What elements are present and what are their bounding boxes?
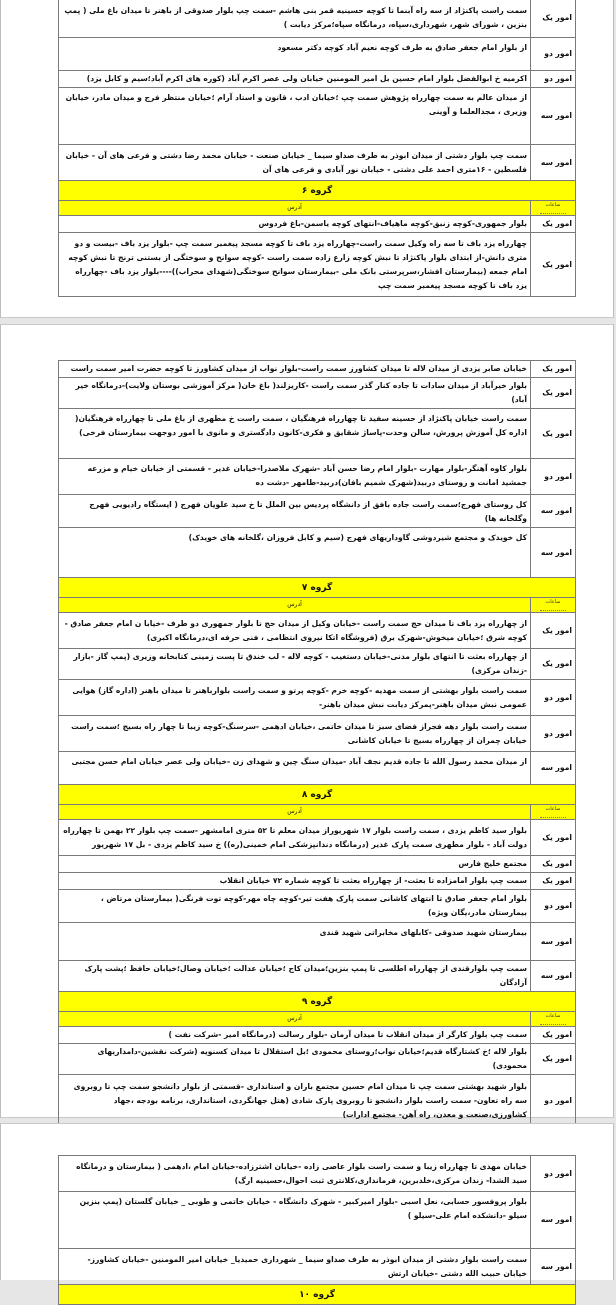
department-label: امور سه	[531, 88, 576, 145]
hours-column-header	[531, 598, 576, 613]
address-cell: سمت راست بلوار دشتی از میدان ابوذر به طرف صداو سیما _ شهرداری حمیدیا_ خیابان امیر المومنین -خیابان کشاورز- خیابان حبیب الله دشتی -خیابان ارتش	[59, 1249, 531, 1285]
hours-column-header	[531, 1012, 576, 1027]
address-cell: سمت راست بلوار دهه فجراز فضای سبز تا میدان خاتمی ،خیابان ادهمی -سرسنگ-کوچه زیبا تا چهار راه بسیج ؛سمت راست خیابان چمران از چهارراه بسیج تا خیابان کاشانی	[59, 716, 531, 752]
department-label: امور یک	[531, 409, 576, 459]
group-header-row	[59, 181, 576, 201]
group-title: گروه ۶	[59, 181, 576, 201]
department-label: امور دو	[531, 890, 576, 923]
department-label: امور سه	[531, 923, 576, 961]
address-cell: سمت راست پاکنژاد از سه راه آبنما تا کوچه حسینیه قمر بنی هاشم -سمت چپ بلوار صدوقی از باهنر تا میدان باغ ملی ( پمپ بنزین ، شورای شهر، شهرداری،سپاه، درمانگاه سپاه؛مرکز دیابت )	[59, 0, 531, 38]
group-title: گروه ۱۰	[59, 1285, 576, 1305]
document-page-1	[0, 0, 614, 318]
address-cell: سمت چپ بلوار کارگر از میدان انقلاب تا میدان آرمان -بلوار رسالت (درمانگاه امیر -شرکت نفت )	[59, 1027, 531, 1044]
table-row	[59, 1192, 576, 1249]
hours-column-label: ساعات	[545, 806, 561, 812]
hours-column-header	[531, 805, 576, 820]
schedule-table-3	[58, 1155, 576, 1305]
department-label: امور یک	[531, 361, 576, 378]
group-header-row	[59, 992, 576, 1012]
group-subheader-row	[59, 201, 576, 216]
address-cell: بلوار شهید بهشتی سمت چپ تا میدان امام حسین مجتمع باران و استانداری -قسمتی از بلوار دانشجو سمت چپ تا روبروی سه راه تعاون- سمت راست بلوار دانشجو تا روبروی پارک شادی (هتل جهانگردی، استانداری، برنامه بودجه ،جهاد کشاورزی،صنعت و معدن، راه آهن- مجتمع ادارات)	[59, 1075, 531, 1127]
address-column-header: آدرس	[59, 598, 531, 613]
table-row	[59, 752, 576, 785]
table-row	[59, 361, 576, 378]
department-label: امور یک	[531, 820, 576, 856]
address-cell: خیابان صابر یزدی از میدان لاله تا میدان کشاورز سمت راست-بلوار نواب از میدان کشاورز تا کوچه حضرت امیر سمت راست	[59, 361, 531, 378]
table-row	[59, 145, 576, 181]
department-label: امور یک	[531, 1044, 576, 1075]
department-label: امور سه	[531, 961, 576, 992]
table-row	[59, 613, 576, 649]
department-label: امور دو	[531, 71, 576, 88]
table-row	[59, 233, 576, 297]
department-label: امور دو	[531, 680, 576, 716]
table-row	[59, 88, 576, 145]
department-label: امور یک	[531, 873, 576, 890]
address-cell: سمت چپ بلوار امامزاده تا بعثت- از چهارراه بعثت تا کوچه شماره ۷۲ خیابان انقلاب	[59, 873, 531, 890]
dotted-divider	[540, 813, 566, 818]
department-label: امور سه	[531, 495, 576, 528]
address-cell: از بلوار امام جعفر صادق به طرف کوچه نعیم آباد کوچه دکتر مسعود	[59, 38, 531, 71]
address-cell: سمت راست بلوار بهشتی از سمت مهدیه -کوچه خرم -کوچه پرتو و سمت راست بلوارباهنر تا میدان باهنر (اداره گاز) هوایی عمومی نبش میدان باهنر-پمرکز دیابت نبش میدان باهنر-	[59, 680, 531, 716]
address-cell: اکرمیه خ ابوالفضل بلوار امام حسین بل امیر المومنین خیابان ولی عصر اکرم آباد (کوره های اکرم آباد؛سیم و کابل یزد)	[59, 71, 531, 88]
address-cell: بیمارستان شهید صدوقی -کابلهای مخابراتی شهید قندی	[59, 923, 531, 961]
department-label: امور یک	[531, 216, 576, 233]
department-label: امور یک	[531, 649, 576, 680]
address-cell: کل خویدک و مجتمع شیردوشی گاوداریهای فهرج (سیم و کابل فروزان ،گلخانه های خویدک)	[59, 528, 531, 578]
hours-column-label: ساعات	[545, 599, 561, 605]
group-header-row	[59, 1285, 576, 1305]
group-subheader-row	[59, 598, 576, 613]
table-row	[59, 716, 576, 752]
table-row	[59, 71, 576, 88]
table-row	[59, 528, 576, 578]
address-cell: خیابان مهدی تا چهارراه زیبا و سمت راست بلوار عاصی زاده -خیابان اشترزاده-خیابان امام ،ادهمی ( بیمارستان و درمانگاه سید الشدا- زندان مرکزی،خلدبرین، فرمانداری،کلانتری ثبت احوال،حسینیه ارگ)	[59, 1156, 531, 1192]
department-label: امور سه	[531, 752, 576, 785]
address-cell: بلوار لاله ؛خ کشتارگاه قدیم؛خیابان نواب؛روستای محمودی ؛بل استقلال تا میدان کسنویه (شرکت نقشین-دامداریهای محمودی)	[59, 1044, 531, 1075]
group-title: گروه ۸	[59, 785, 576, 805]
address-cell: بلوار سید کاظم یزدی ، سمت راست بلوار ۱۷ شهریوراز میدان معلم تا ۵۲ متری امامشهر -سمت چپ بلوار ۲۲ بهمن تا چهارراه دولت آباد - بلوار مطهری سمت پارک غدیر (درمانگاه دندانپزشکی امام خمینی(ره)) خ سید کاظم یزدی - بل ۱۷ شهریور	[59, 820, 531, 856]
table-row	[59, 0, 576, 38]
table-row	[59, 873, 576, 890]
address-cell: سمت چپ بلوارقندی از چهارراه اطلسی تا پمپ بنزین؛میدان کاج ؛خیابان عدالت ؛خیابان وصال؛خیابان حافظ ؛پشت پارک آزادگان	[59, 961, 531, 992]
address-column-header: آدرس	[59, 201, 531, 216]
department-label: امور دو	[531, 1156, 576, 1192]
address-cell: از میدان محمد رسول الله تا جاده قدیم نجف آباد -میدان سنگ چین و شهدای زن -خیابان ولی عصر خیابان امام حسن مجتبی	[59, 752, 531, 785]
department-label: امور یک	[531, 0, 576, 38]
address-cell: بلوار پروفسور حسابی، نعل اسبی -بلوار امیرکبیر - شهرک دانشگاه - خیابان خاتمی و طوبی _ خیابان گلستان (پمپ بنزین سیلو -دانشکده امام علی-سیلو )	[59, 1192, 531, 1249]
department-label: امور سه	[531, 528, 576, 578]
department-label: امور یک	[531, 233, 576, 297]
dotted-divider	[540, 209, 566, 214]
department-label: امور سه	[531, 1249, 576, 1285]
group-title: گروه ۹	[59, 992, 576, 1012]
table-row	[59, 923, 576, 961]
department-label: امور یک	[531, 856, 576, 873]
group-subheader-row	[59, 805, 576, 820]
table-row	[59, 216, 576, 233]
address-cell: بلوار کاوه آهنگر-بلوار مهارت -بلوار امام رضا حسن آباد -شهرک ملاصدرا-خیابان غدیر - قسمتی از خیابان خیام و مزرعه جمشید امانت و روستای دربید(شهرک شمیم بافان)دربید-طامهر -دشت ده	[59, 459, 531, 495]
schedule-table-2	[58, 360, 576, 1161]
department-label: امور دو	[531, 38, 576, 71]
address-cell: بلوار جمهوری-کوچه زنبق-کوچه ماهیاف-انتهای کوچه یاسمن-باغ فردوس	[59, 216, 531, 233]
hours-column-label: ساعات	[545, 1013, 561, 1019]
department-label: امور یک	[531, 378, 576, 409]
table-row	[59, 378, 576, 409]
department-label: امور دو	[531, 716, 576, 752]
table-row	[59, 961, 576, 992]
table-row	[59, 1249, 576, 1285]
table-row	[59, 38, 576, 71]
document-page-3	[0, 1123, 614, 1300]
table-row	[59, 856, 576, 873]
department-label: امور یک	[531, 1027, 576, 1044]
dotted-divider	[540, 606, 566, 611]
hours-column-label: ساعات	[545, 202, 561, 208]
department-label: امور دو	[531, 459, 576, 495]
department-label: امور سه	[531, 1192, 576, 1249]
address-cell: بلوار خیرآباد از میدان سادات تا جاده کنار گذر سمت راست -کاریزلند( باغ خان( مرکز آموزشی بوستان ولایت)-درمانگاه خیر آباد)	[59, 378, 531, 409]
address-cell: سمت چپ بلوار دشتی از میدان ابوذر به طرف صداو سیما _ خیابان صنعت - خیابان محمد رضا دشتی و فرعی های آن - خیابان فلسطین - ۱۶متری احمد علی دشتی - خیابان نور آبادی و فرعی های آن	[59, 145, 531, 181]
address-column-header: آدرس	[59, 805, 531, 820]
table-row	[59, 409, 576, 459]
group-header-row	[59, 785, 576, 805]
document-page-2	[0, 324, 614, 1118]
table-row	[59, 1156, 576, 1192]
address-cell: کل روستای فهرج؛سمت راست جاده بافق از دانشگاه پردیس بین الملل تا خ سید علویان فهرج ( ایستگاه رادیویی فهرج وگلخانه ها)	[59, 495, 531, 528]
group-title: گروه ۷	[59, 578, 576, 598]
address-column-header: آدرس	[59, 1012, 531, 1027]
hours-column-header	[531, 201, 576, 216]
table-row	[59, 680, 576, 716]
department-label: امور دو	[531, 1075, 576, 1127]
dotted-divider	[540, 1020, 566, 1025]
table-row	[59, 495, 576, 528]
group-header-row	[59, 578, 576, 598]
table-row	[59, 890, 576, 923]
table-row	[59, 1027, 576, 1044]
department-label: امور سه	[531, 145, 576, 181]
address-cell: سمت راست خیابان پاکنژاد از حسینه سفید تا چهارراه فرهنگیان ، سمت راست خ مطهری از باغ ملی تا چهارراه فرهنگیان( اداره کل آموزش پرورش، سالن وحدت-پاساژ شقایق و فکری-کانون دادگستری و مانوی با امور دوجهت بیمارستان فرخی)	[59, 409, 531, 459]
address-cell: از چهارراه بعثت تا انتهای بلوار مدنی-خیابان دستغیب - کوچه لاله - لب خندق تا پست زمینی کتابخانه وزیری (پمپ گاز -بازار -زندان مرکزی)	[59, 649, 531, 680]
table-row	[59, 459, 576, 495]
address-cell: مجتمع خلیج فارس	[59, 856, 531, 873]
table-row	[59, 820, 576, 856]
group-subheader-row	[59, 1012, 576, 1027]
address-cell: بلوار امام جعفر صادق تا انتهای کاشانی سمت پارک هفت تیر-کوچه چاه مهر-کوچه توت فرنگی( بیمارستان مرتاض ، بیمارستان مادر،یگان ویژه)	[59, 890, 531, 923]
address-cell: از میدان عالم به سمت چهارراه پژوهش سمت چپ ؛خیابان ادب ، قانون و استاد آرام ؛خیابان منتظر فرج و میدان مادر، خیابان وزیری ، مجدالعلما و آوینی	[59, 88, 531, 145]
table-row	[59, 1044, 576, 1075]
address-cell: از چهارراه یزد باف تا میدان حج سمت راست -خیابان وکیل از میدان حج تا بلوار جمهوری دو طرف -خیابا ن امام جعفر صادق - کوچه شرق ؛خیابان میخوش-شهرک برق (فروشگاه اتکا نیروی انتظامی ، فنی حرفه ای،درمانگاه اکبری)	[59, 613, 531, 649]
table-row	[59, 1075, 576, 1127]
address-cell: چهارراه یزد باف تا سه راه وکیل سمت راست-چهارراه یزد باف تا کوچه مسجد پیغمبر سمت چپ -بلوار یزد باف -بیست و دو متری دانش-از ابتدای بلوار پاکنژاد تا نبش کوچه زارع زاده سمت راست -کوچه سوانح و سوختگی از بستنی ترنج تا نبش کوچه امام جمعه (بیمارستان افشار،سرپرستی بانک ملی -بیمارستان سوانح سوختگی(شهدای محراب))----بلوار یزد باف -چهارراه یزد باف تا کوچه مسجد پیغمبر سمت چپ	[59, 233, 531, 297]
schedule-table-1	[58, 0, 576, 297]
table-row	[59, 649, 576, 680]
department-label: امور یک	[531, 613, 576, 649]
